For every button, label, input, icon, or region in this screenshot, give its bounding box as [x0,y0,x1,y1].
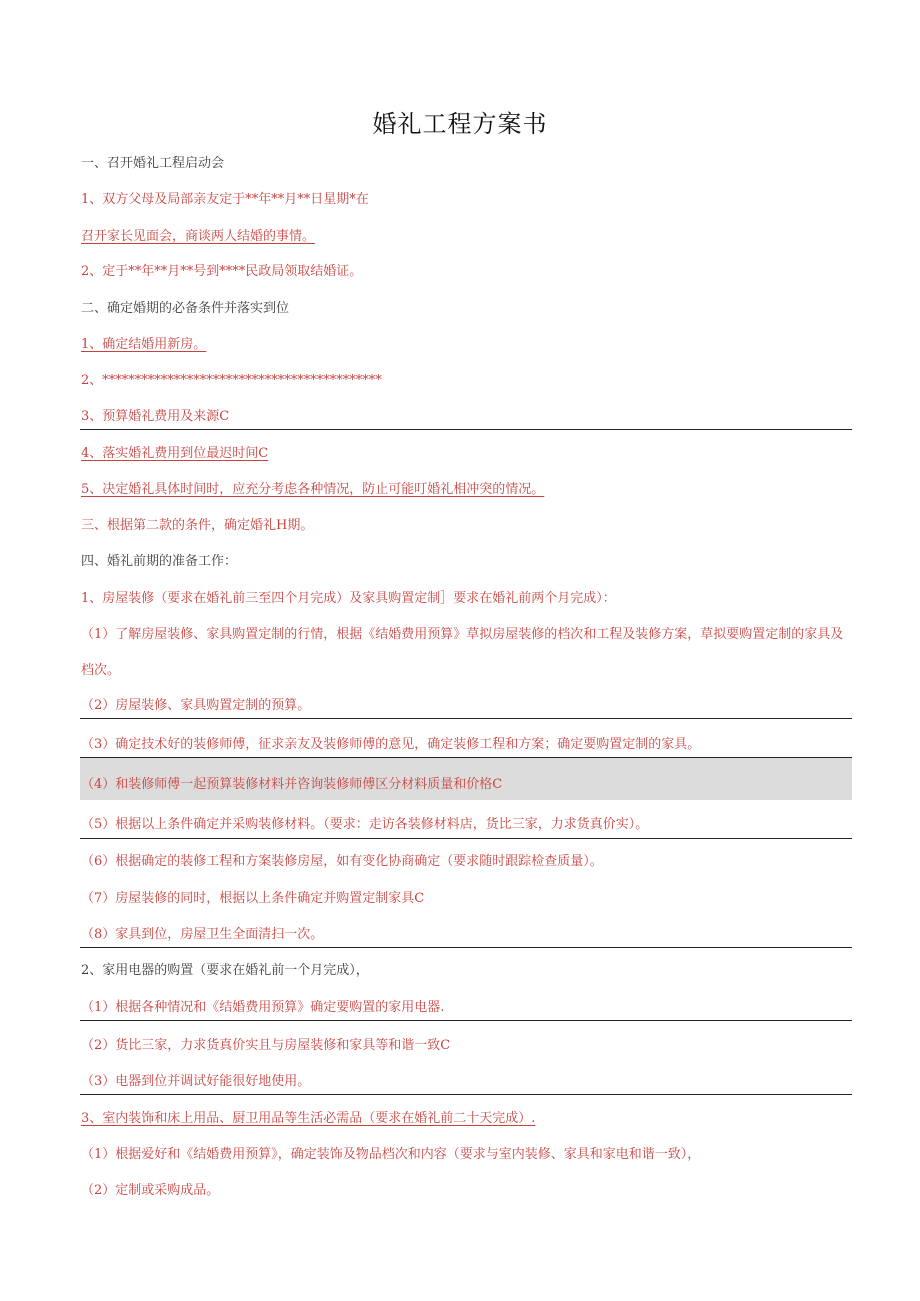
item-4-2-1: （1）根据各种情况和《结婚费用预算》确定要购置的家用电器. [81,1000,445,1015]
item-4-3-1: （1）根据爱好和《结婚费用预算》，确定装饰及物品档次和内容（要求与室内装修、家具和家电和谐一致）， [81,1147,701,1162]
divider-rule [80,718,852,719]
item-1-1: 1、双方父母及局部亲友定于**年**月**日星期*在 [81,192,369,207]
divider-rule [80,757,852,758]
divider-rule [80,947,852,948]
item-4-1-3: （3）确定技术好的装修师傅，征求亲友及装修师傅的意见，确定装修工程和方案；确定要购置定制的家具。 [81,737,701,752]
item-4-2-3: （3）电器到位并调试好能很好地使用。 [81,1074,311,1089]
item-2-5: 5、决定婚礼具体时间时，应充分考虑各种情况，防止可能叮婚礼相冲突的情况。 [81,482,545,497]
item-1-1-continued: 召开家长见面会，商谈两人结婚的事情。 [81,229,316,244]
divider-rule [80,1020,852,1021]
item-4-2: 2、家用电器的购置（要求在婚礼前一个月完成）， [81,963,369,978]
item-2-4: 4、落实婚礼费用到位最迟时间C [81,446,269,461]
item-4-2-2: （2）货比三家，力求货真价实且与房屋装修和家具等和谐一致C [81,1038,451,1053]
item-2-3: 3、预算婚礼费用及来源C [81,409,230,424]
item-4-1-1: （1）了解房屋装修、家具购置定制的行情，根据《结婚费用预算》草拟房屋装修的档次和工程及装修方案，草拟要购置定制的家具及档次。 [81,627,844,678]
item-4-3: 3、室内装饰和床上用品、厨卫用品等生活必需品（要求在婚礼前二十天完成）. [81,1111,536,1126]
item-2-2: 2、******************************************* [81,373,382,388]
item-4-1-6: （6）根据确定的装修工程和方案装修房屋，如有变化协商确定（要求随时跟踪检查质量）。 [81,854,603,869]
divider-rule [80,838,852,839]
item-4-3-2: （2）定制或采购成品。 [81,1183,220,1198]
item-4-1-5: （5）根据以上条件确定并采购装修材料。（要求：走访各装修材料店，货比三家，力求货真价实）。 [81,817,649,832]
section-3-heading: 三、根据第二款的条件，确定婚礼H期。 [81,518,314,533]
document-title: 婚礼工程方案书 [372,110,548,138]
divider-rule [80,1094,852,1095]
section-1-heading: 一、召开婚礼工程启动会 [81,156,225,171]
section-4-heading: 四、婚礼前期的准备工作： [81,554,238,569]
item-4-1-4: （4）和装修师傅一起预算装修材料并咨询装修师傅区分材料质量和价格C [81,777,503,792]
item-4-1: 1、房屋装修（要求在婚礼前三至四个月完成）及家具购置定制］要求在婚礼前两个月完成）： [81,591,616,606]
divider-rule [80,429,852,430]
item-4-1-2: （2）房屋装修、家具购置定制的预算。 [81,698,311,713]
item-4-1-8: （8）家具到位，房屋卫生全面清扫一次。 [81,927,324,942]
item-2-1: 1、确定结婚用新房。 [81,337,207,352]
item-1-2: 2、定于**年**月**号到****民政局领取结婚证。 [81,264,363,279]
item-4-1-7: （7）房屋装修的同时，根据以上条件确定并购置定制家具C [81,891,425,906]
section-2-heading: 二、确定婚期的必备条件并落实到位 [81,301,290,316]
